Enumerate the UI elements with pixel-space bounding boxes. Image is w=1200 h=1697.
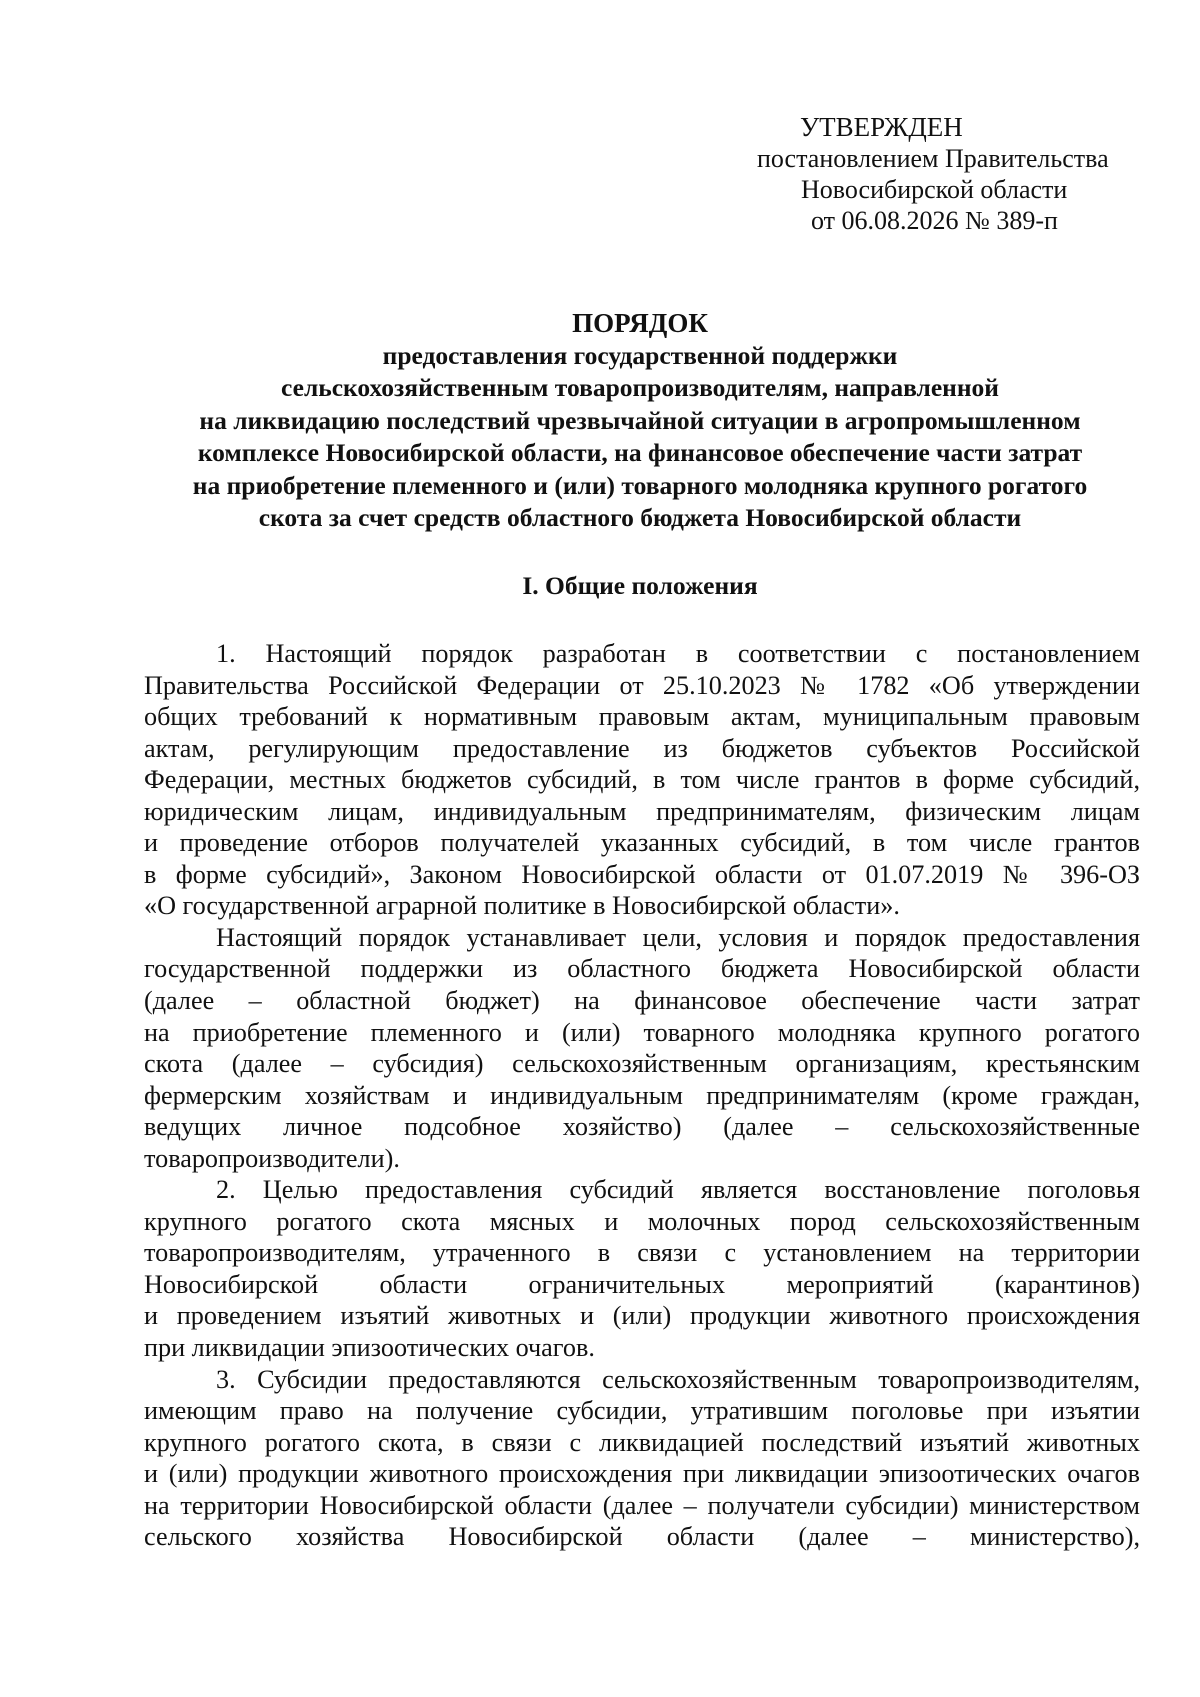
text-line: товаропроизводителям, утраченного в связи с установлением на территории xyxy=(144,1238,1140,1268)
title-line: на ликвидацию последствий чрезвычайной ситуации в агропромышленном xyxy=(199,405,1081,435)
text-line: товаропроизводители). xyxy=(144,1143,400,1173)
approval-region: Новосибирской области xyxy=(801,175,1068,204)
document-body xyxy=(144,638,1140,1553)
text-line: Новосибирской области ограничительных мероприятий (карантинов) xyxy=(144,1269,1140,1299)
paragraph-1 xyxy=(144,638,1140,922)
title-line: комплексе Новосибирской области, на финансовое обеспечение части затрат xyxy=(197,438,1083,467)
text-line: в форме субсидий», Законом Новосибирской области от 01.07.2019 № 396-ОЗ xyxy=(144,859,1140,889)
paragraph-2 xyxy=(144,922,1140,1174)
text-line: актам, регулирующим предоставление из бюджетов субъектов Российской xyxy=(144,733,1140,763)
text-line: сельского хозяйства Новосибирской области (далее – министерство), xyxy=(144,1522,1140,1552)
title-line: скота за счет средств областного бюджета Новосибирской области xyxy=(258,503,1022,532)
text-line: при ликвидации эпизоотических очагов. xyxy=(144,1333,595,1363)
text-line: государственной поддержки из областного бюджета Новосибирской области xyxy=(144,954,1140,984)
text-line: 3. Субсидии предоставляются сельскохозяйственным товаропроизводителям, xyxy=(216,1364,1140,1394)
approval-issuer: постановлением Правительства xyxy=(757,144,1109,173)
text-line: и (или) продукции животного происхождения при ликвидации эпизоотических очагов xyxy=(144,1459,1140,1489)
text-line: юридическим лицам, индивидуальным предпринимателям, физическим лицам xyxy=(144,796,1140,826)
title-line: на приобретение племенного и (или) товарного молодняка крупного рогатого xyxy=(192,470,1088,500)
approval-label: УТВЕРЖДЕН xyxy=(800,112,963,142)
approval-stamp xyxy=(700,112,1180,236)
title-line: предоставления государственной поддержки xyxy=(382,340,898,370)
text-line: крупного рогатого скота, в связи с ликвидацией последствий изъятий животных xyxy=(144,1427,1140,1457)
paragraph-3 xyxy=(144,1174,1140,1363)
text-line: 1. Настоящий порядок разработан в соответствии с постановлением xyxy=(216,639,1140,668)
text-line: 2. Целью предоставления субсидий является восстановление поголовья xyxy=(216,1175,1140,1205)
text-line: скота (далее – субсидия) сельскохозяйственным организациям, крестьянским xyxy=(144,1049,1140,1079)
text-line: Правительства Российской Федерации от 25.10.2023 № 1782 «Об утверждении xyxy=(144,670,1140,700)
text-line: на приобретение племенного и (или) товарного молодняка крупного рогатого xyxy=(144,1017,1140,1047)
section-heading: I. Общие положения xyxy=(522,571,758,600)
approval-date-number: от 06.08.2026 № 389-п xyxy=(811,206,1058,235)
text-line: крупного рогатого скота мясных и молочных пород сельскохозяйственным xyxy=(144,1206,1140,1236)
text-line: ведущих личное подсобное хозяйство) (далее – сельскохозяйственные xyxy=(144,1112,1140,1142)
text-line: и проведением изъятий животных и (или) продукции животного происхождения xyxy=(144,1301,1140,1331)
text-line: Настоящий порядок устанавливает цели, условия и порядок предоставления xyxy=(216,922,1140,952)
text-line: и проведение отборов получателей указанных субсидий, в том числе грантов xyxy=(144,828,1140,858)
text-line: Федерации, местных бюджетов субсидий, в том числе грантов в форме субсидий, xyxy=(144,765,1140,795)
text-line: общих требований к нормативным правовым актам, муниципальным правовым xyxy=(144,702,1140,732)
text-line: на территории Новосибирской области (далее – получатели субсидии) министерством xyxy=(144,1490,1140,1520)
text-line: фермерским хозяйствам и индивидуальным предпринимателям (кроме граждан, xyxy=(144,1080,1140,1110)
text-line: имеющим право на получение субсидии, утратившим поголовье при изъятии xyxy=(144,1396,1140,1426)
text-line: (далее – областной бюджет) на финансовое обеспечение части затрат xyxy=(144,986,1140,1016)
paragraph-4 xyxy=(144,1364,1140,1553)
text-line: «О государственной аграрной политике в Новосибирской области». xyxy=(144,891,900,921)
document-title xyxy=(140,307,1140,535)
title-line: сельскохозяйственным товаропроизводителям, направленной xyxy=(281,373,999,402)
title-main: ПОРЯДОК xyxy=(572,308,708,338)
